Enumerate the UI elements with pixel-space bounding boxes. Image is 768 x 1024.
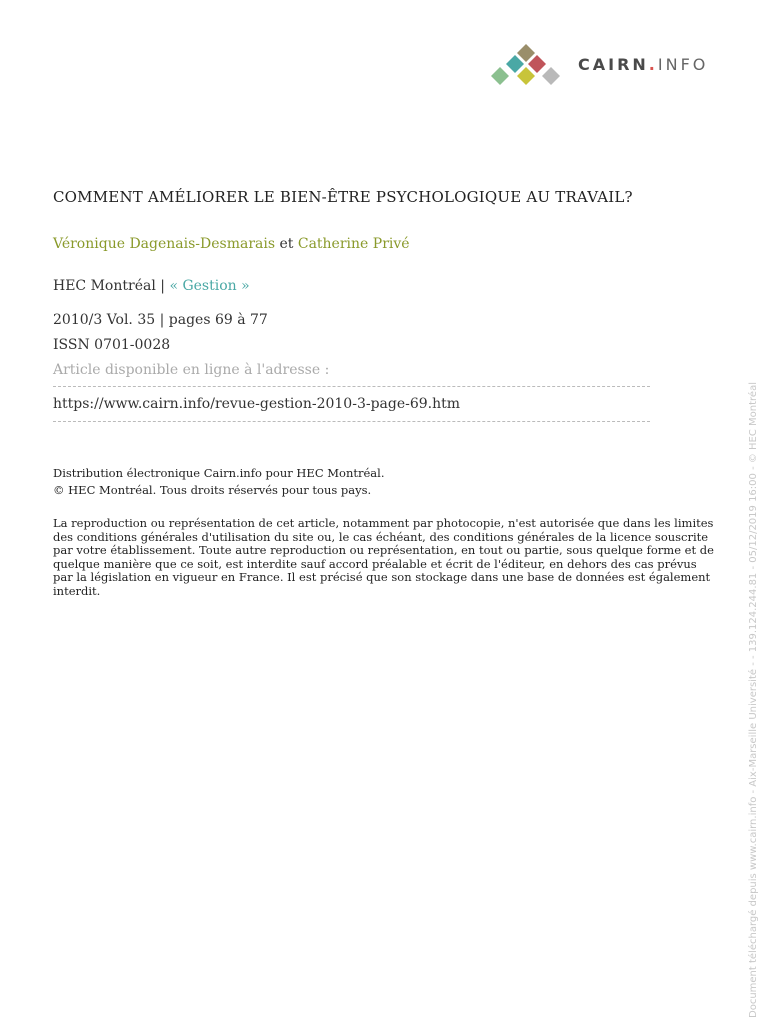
logo-diamond-red — [528, 55, 546, 73]
journal-link[interactable]: « Gestion » — [169, 278, 250, 294]
divider-top — [53, 386, 650, 387]
author-link[interactable]: Catherine Privé — [297, 236, 410, 252]
logo-diamond-green — [491, 67, 509, 85]
article-title: COMMENT AMÉLIORER LE BIEN-ÊTRE PSYCHOLOGIQUE AU TRAVAIL? — [53, 188, 633, 206]
copyright-line: © HEC Montréal. Tous droits réservés pour tous pays. — [53, 483, 372, 497]
authors-line — [53, 236, 410, 252]
issn-info: ISSN 0701-0028 — [53, 337, 171, 353]
logo-dot: . — [648, 55, 658, 74]
publisher-line — [53, 278, 250, 294]
availability-label: Article disponible en ligne à l'adresse : — [53, 362, 330, 378]
publisher-name: HEC Montréal — [53, 278, 156, 294]
cairn-logo-mark — [488, 42, 576, 88]
article-url[interactable]: https://www.cairn.info/revue-gestion-2010-3-page-69.htm — [53, 396, 461, 412]
legal-notice: La reproduction ou représentation de cet article, notamment par photocopie, n'est autorisée que dans les limites des conditions générales d'utilisation du site ou, le cas échéant, des conditions générales de la licence souscrite par votre établissement. Toute autre reproduction ou représentation, en tout ou partie, sous quelque forme et de quelque manière que ce soit, est interdite sauf accord préalable et écrit de l'éditeur, en dehors des cas prévus par la législation en vigueur en France. Il est précisé que son stockage dans une base de données est également interdit. — [53, 516, 714, 598]
divider-bottom — [53, 421, 650, 422]
publisher-separator: | — [160, 278, 165, 294]
logo-diamond-yellow — [517, 67, 535, 85]
logo-wordmark — [578, 55, 708, 74]
logo-suffix: INFO — [657, 55, 709, 74]
distribution-line: Distribution électronique Cairn.info pour HEC Montréal. — [53, 466, 385, 480]
cairn-logo — [488, 42, 728, 88]
download-watermark: Document téléchargé depuis www.cairn.info - Aix-Marseille Université - - 139.124.244.81 - 05/12/2019 16:00 - © HEC Montréal — [748, 382, 759, 1018]
logo-diamond-teal — [506, 55, 524, 73]
issue-info: 2010/3 Vol. 35 | pages 69 à 77 — [53, 312, 268, 328]
logo-brand: CAIRN — [578, 55, 649, 74]
author-link[interactable]: Véronique Dagenais-Desmarais — [53, 236, 276, 252]
author-conjunction: et — [279, 236, 294, 252]
logo-diamond-grey — [542, 67, 560, 85]
logo-diamond-top — [517, 44, 535, 62]
